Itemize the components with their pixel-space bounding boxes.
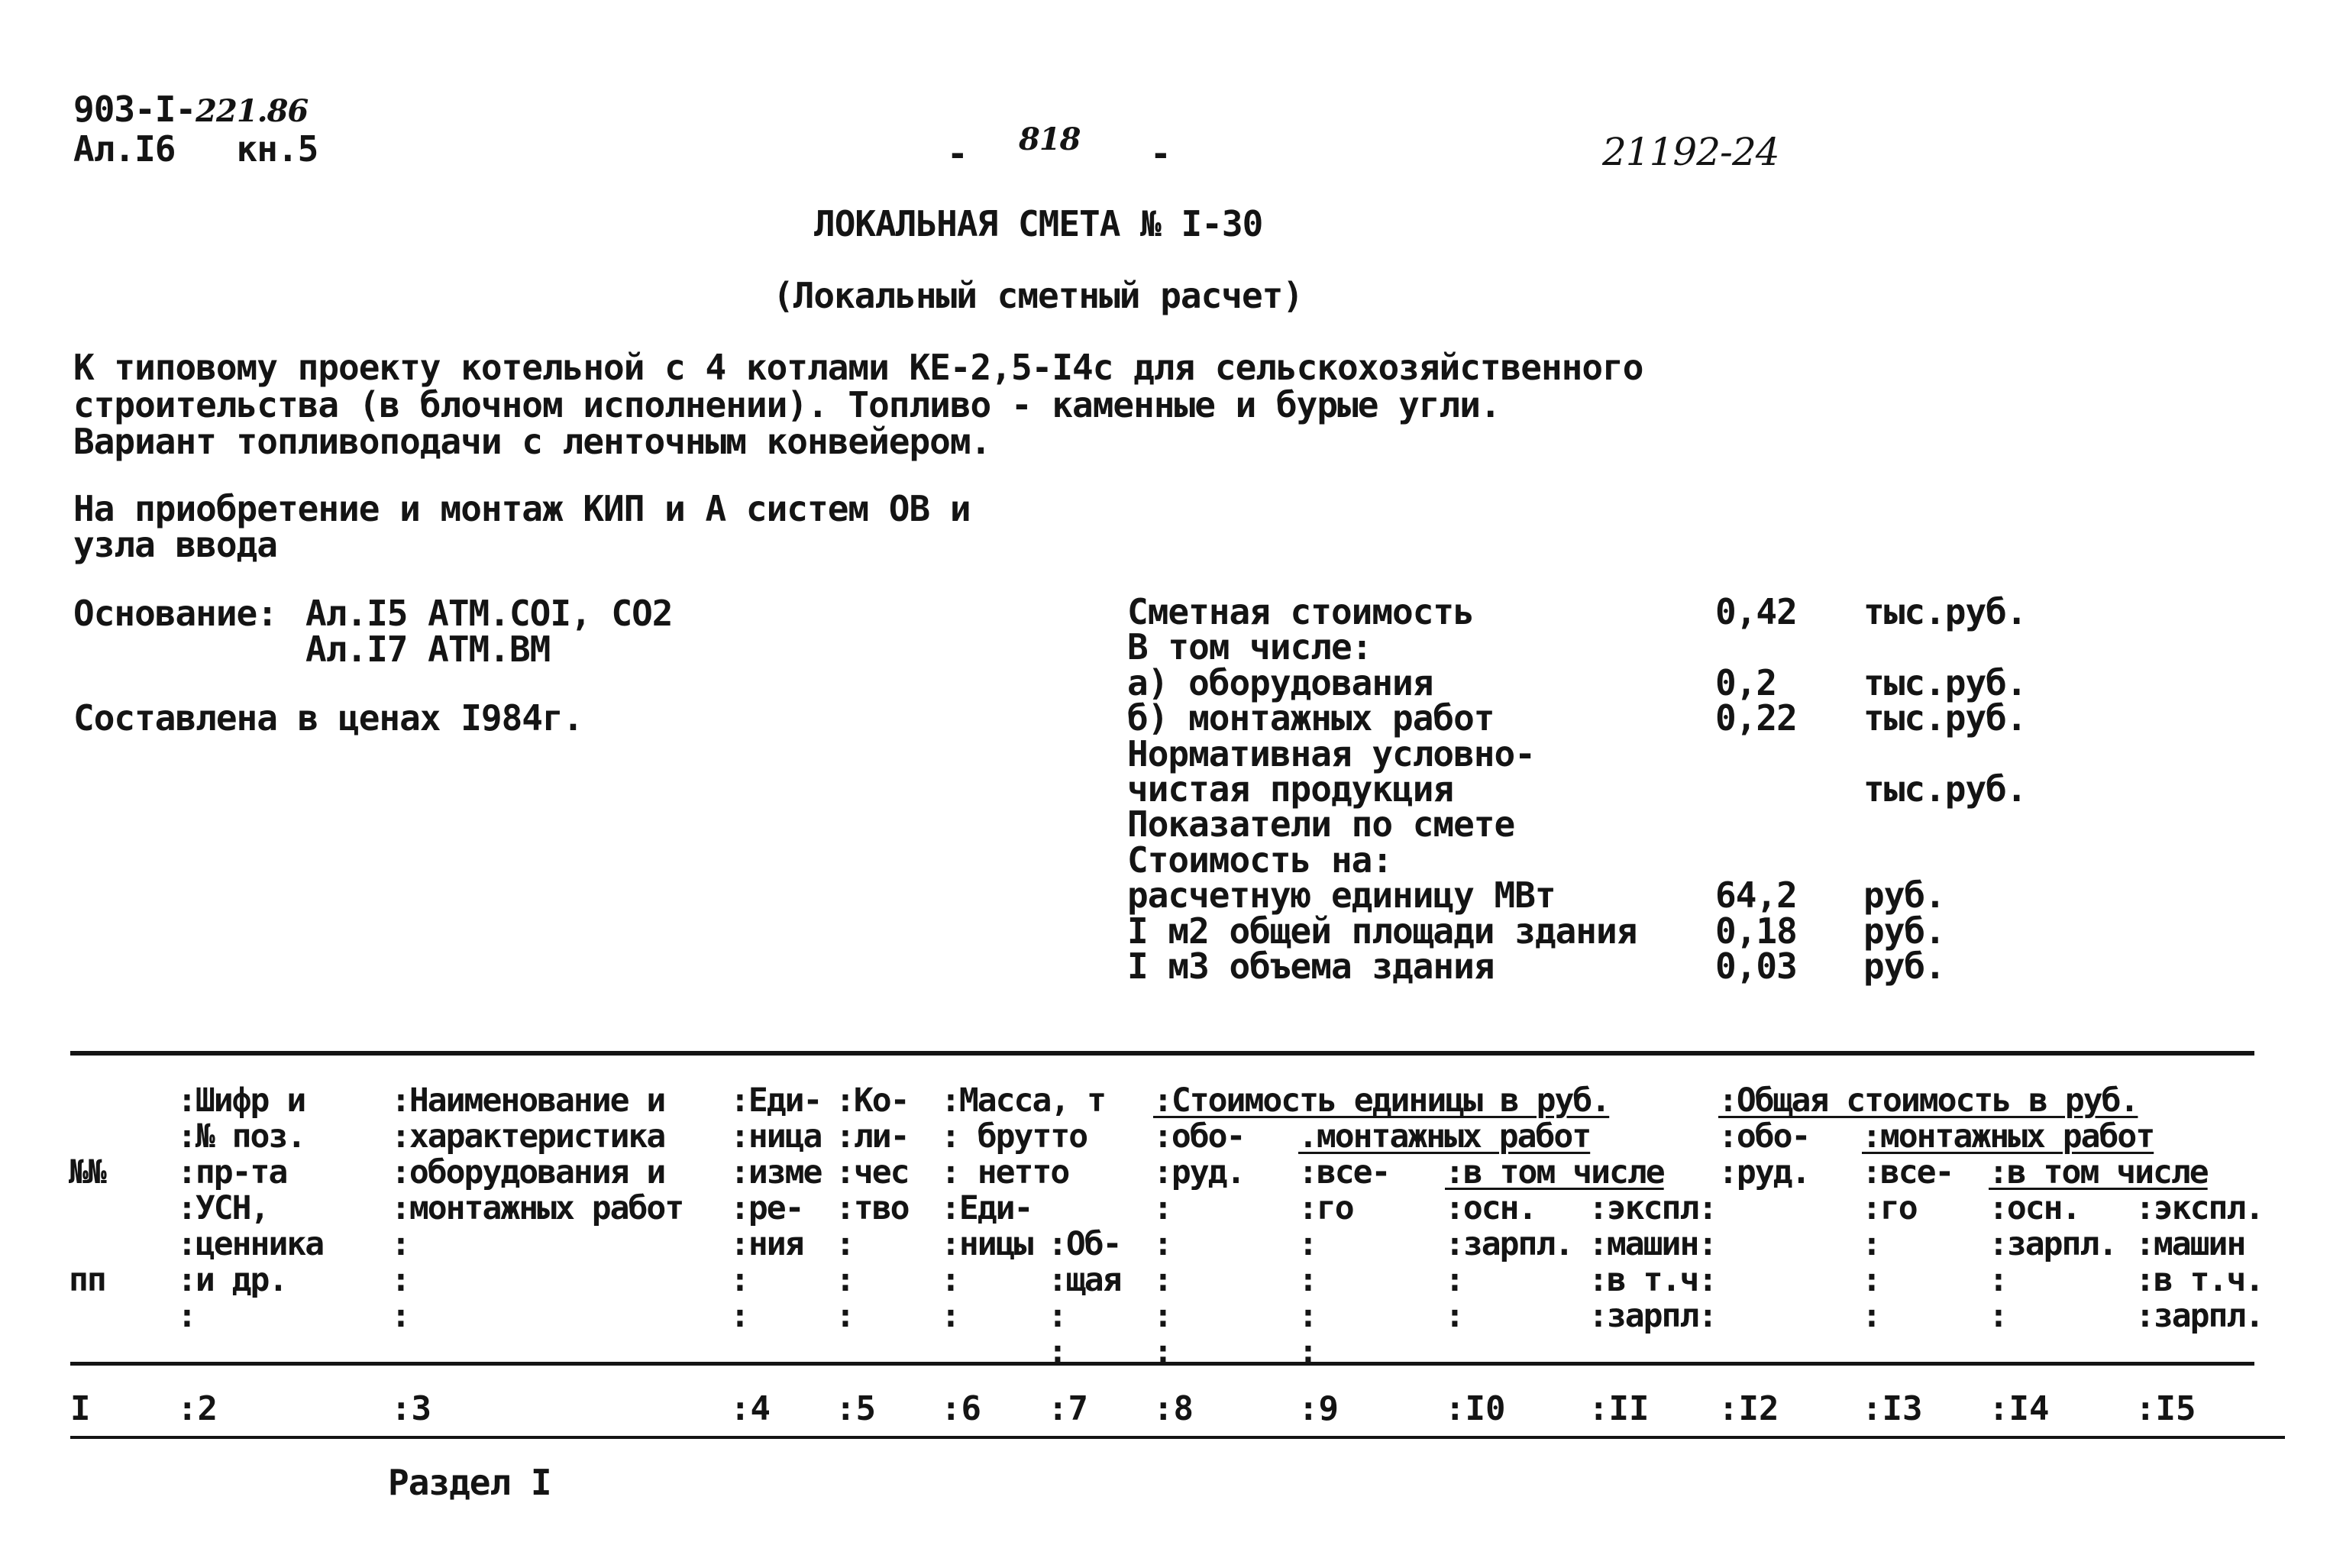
summary-unit: тыс.руб.	[1863, 697, 2027, 739]
basis-line-1: Ал.I5 АТМ.СОI, СО2	[305, 593, 673, 634]
summary-value: 64,2	[1715, 875, 1797, 916]
column-number: :9	[1298, 1389, 1339, 1428]
page-dash-right: -	[1150, 133, 1171, 174]
total-total-header	[1862, 1155, 1953, 1334]
col-unit-line: :	[730, 1261, 748, 1299]
col-mass-total-line: :	[1048, 1333, 1066, 1371]
total-total-line: :	[1862, 1225, 1880, 1263]
total-total-line: :	[1862, 1261, 1880, 1299]
total-equipment-header	[1718, 1119, 1809, 1191]
col-number-header	[69, 1083, 105, 1334]
total-wage-line: :	[1989, 1297, 2007, 1335]
col-code-line: :и др.	[177, 1261, 287, 1299]
unit-total-header	[1298, 1155, 1389, 1370]
total-total-line: :го	[1862, 1189, 1917, 1227]
col-code-line: :УСН,	[177, 1189, 269, 1227]
summary-label: I м3 объема здания	[1127, 946, 1495, 987]
column-number: I	[70, 1389, 91, 1428]
doc-code-prefix: 903-I-	[73, 89, 196, 130]
col-mass-total-line: :щая	[1048, 1261, 1121, 1299]
unit-total-line: :	[1298, 1297, 1317, 1335]
col-quantity-line: :ли-	[835, 1117, 909, 1156]
col-quantity-line: :	[835, 1261, 854, 1299]
unit-equipment-line: :	[1153, 1333, 1171, 1371]
col-quantity-header	[835, 1083, 909, 1334]
unit-wage-line: :зарпл.	[1445, 1225, 1573, 1263]
total-machine-line: :экспл.	[2135, 1189, 2264, 1227]
unit-wage-header	[1445, 1191, 1572, 1334]
unit-wage-line: :осн.	[1445, 1189, 1537, 1227]
album-line: Ал.I6 кн.5	[73, 128, 318, 170]
purpose-line-1: На приобретение и монтаж КИП и А систем ОВ и	[73, 488, 971, 529]
summary-unit: тыс.руб.	[1863, 768, 2027, 810]
summary-label: б) монтажных работ	[1127, 697, 1495, 739]
col-name-line: :	[391, 1297, 409, 1335]
col-name-line: :монтажных работ	[391, 1189, 683, 1227]
column-number: :I2	[1718, 1389, 1779, 1428]
col-code-line: :ценника	[177, 1225, 324, 1263]
column-number: :4	[730, 1389, 771, 1428]
summary-unit: тыс.руб.	[1863, 662, 2027, 703]
column-number: :I0	[1445, 1389, 1506, 1428]
summary-label: I м2 общей площади здания	[1127, 910, 1637, 952]
col-code-line: :пр-та	[177, 1153, 287, 1191]
summary-value: 0,03	[1715, 946, 1797, 987]
col-unit-line: :ница	[730, 1117, 822, 1156]
total-mounting-title: :монтажных работ	[1862, 1117, 2154, 1156]
summary-label: Показатели по смете	[1127, 803, 1515, 845]
column-number: :I3	[1862, 1389, 1923, 1428]
unit-wage-line: :	[1445, 1297, 1463, 1335]
col-unit-header	[730, 1083, 821, 1334]
summary-unit: руб.	[1863, 910, 1945, 952]
unit-total-line: :все-	[1298, 1153, 1390, 1191]
total-machine-line: :в т.ч.	[2135, 1261, 2264, 1299]
total-incl-title: :в том числе	[1989, 1153, 2208, 1191]
column-number: :I4	[1989, 1389, 2050, 1428]
unit-equipment-line: :	[1153, 1189, 1171, 1227]
total-wage-line: :	[1989, 1261, 2007, 1299]
total-machine-header	[2135, 1191, 2263, 1334]
summary-value: 0,42	[1715, 591, 1797, 632]
unit-equipment-line: :руд.	[1153, 1153, 1245, 1191]
total-machine-line: :машин	[2135, 1225, 2245, 1263]
summary-label: В том числе:	[1127, 626, 1372, 668]
page-subtitle: (Локальный сметный расчет)	[773, 275, 1304, 316]
basis-line-2: Ал.I7 АТМ.ВМ	[305, 629, 551, 670]
col-name-header	[391, 1083, 683, 1334]
col-quantity-line: :чес	[835, 1153, 909, 1191]
page-title: ЛОКАЛЬНАЯ СМЕТА № I-30	[814, 203, 1263, 244]
total-equipment-line: :руд.	[1718, 1153, 1810, 1191]
col-quantity-line: :Ко-	[835, 1081, 909, 1120]
summary-value: 0,18	[1715, 910, 1797, 952]
col-unit-line: :	[730, 1297, 748, 1335]
doc-code	[73, 89, 309, 130]
col-unit-line: :Еди-	[730, 1081, 822, 1120]
page-number: 818	[1019, 121, 1081, 157]
unit-machine-header	[1588, 1191, 1716, 1334]
col-code-header	[177, 1083, 323, 1334]
col-mass-total-line: :Об-	[1048, 1225, 1121, 1263]
col-name-line: :характеристика	[391, 1117, 665, 1156]
col-code-line: :№ поз.	[177, 1117, 305, 1156]
total-wage-header	[1989, 1191, 2116, 1334]
summary-unit: руб.	[1863, 875, 1945, 916]
total-equipment-line: :обо-	[1718, 1117, 1810, 1156]
column-number: :8	[1153, 1389, 1194, 1428]
col-mass-line: :	[941, 1297, 959, 1335]
unit-machine-line: :зарпл:	[1588, 1297, 1717, 1335]
col-name-line: :оборудования и	[391, 1153, 665, 1191]
unit-equipment-header	[1153, 1119, 1244, 1370]
col-number-label-1: №№	[69, 1153, 105, 1191]
purpose-line-2: узла ввода	[73, 524, 277, 565]
column-number: :2	[177, 1389, 218, 1428]
unit-total-line: :	[1298, 1225, 1317, 1263]
col-mass-total-line: :	[1048, 1297, 1066, 1335]
column-number: :II	[1588, 1389, 1650, 1428]
column-number: :I5	[2135, 1389, 2196, 1428]
col-mass-line: : нетто	[941, 1153, 1069, 1191]
summary-label: Нормативная условно-	[1127, 733, 1535, 774]
unit-machine-line: :в т.ч:	[1588, 1261, 1717, 1299]
col-mass-line: :Масса, т	[941, 1081, 1105, 1120]
summary-label: расчетную единицу МВт	[1127, 875, 1556, 916]
total-machine-line: :зарпл.	[2135, 1297, 2264, 1335]
description-line-3: Вариант топливоподачи с ленточным конвейером.	[73, 421, 991, 462]
col-mass-line: :	[941, 1261, 959, 1299]
unit-equipment-line: :	[1153, 1225, 1171, 1263]
summary-value: 0,2	[1715, 662, 1777, 703]
prices-note: Составлена в ценах I984г.	[73, 697, 583, 739]
unit-total-line: :	[1298, 1261, 1317, 1299]
unit-total-line: :го	[1298, 1189, 1353, 1227]
summary-label: а) оборудования	[1127, 662, 1433, 703]
unit-incl-title: :в том числе	[1445, 1153, 1664, 1191]
doc-code-handwritten: 221.86	[196, 93, 309, 129]
column-number: :3	[391, 1389, 431, 1428]
total-total-line: :	[1862, 1297, 1880, 1335]
col-unit-line: :изме	[730, 1153, 822, 1191]
col-code-line: :	[177, 1297, 196, 1335]
unit-machine-line: :машин:	[1588, 1225, 1717, 1263]
col-mass-line: : брутто	[941, 1117, 1087, 1156]
summary-label: чистая продукция	[1127, 768, 1454, 810]
col-mass-line: :Еди-	[941, 1189, 1033, 1227]
unit-equipment-line: :	[1153, 1297, 1171, 1335]
col-number-label-2: пп	[69, 1261, 105, 1299]
description-line-2: строительства (в блочном исполнении). Топливо - каменные и бурые угли.	[73, 384, 1501, 425]
total-cost-title: :Общая стоимость в руб.	[1718, 1081, 2138, 1120]
basis-label: Основание:	[73, 593, 277, 634]
col-code-line: :Шифр и	[177, 1081, 305, 1120]
summary-label: Стоимость на:	[1127, 839, 1393, 881]
unit-equipment-line: :	[1153, 1261, 1171, 1299]
col-mass-total-header	[1048, 1227, 1121, 1370]
table-top-rule	[70, 1051, 2254, 1056]
unit-total-line: :	[1298, 1333, 1317, 1371]
col-name-line: :Наименование и	[391, 1081, 665, 1120]
unit-mounting-title: .монтажных работ	[1298, 1117, 1591, 1156]
summary-label: Сметная стоимость	[1127, 591, 1474, 632]
total-wage-line: :зарпл.	[1989, 1225, 2117, 1263]
col-name-line: :	[391, 1225, 409, 1263]
summary-value: 0,22	[1715, 697, 1797, 739]
col-quantity-line: :тво	[835, 1189, 909, 1227]
unit-machine-line: :экспл:	[1588, 1189, 1717, 1227]
summary-unit: руб.	[1863, 946, 1945, 987]
total-total-line: :все-	[1862, 1153, 1954, 1191]
unit-cost-title: :Стоимость единицы в руб.	[1153, 1081, 1610, 1120]
col-unit-line: :ре-	[730, 1189, 803, 1227]
page-dash-left: -	[947, 133, 968, 174]
column-number: :5	[835, 1389, 876, 1428]
total-wage-line: :осн.	[1989, 1189, 2080, 1227]
col-quantity-line: :	[835, 1297, 854, 1335]
column-number: :6	[941, 1389, 981, 1428]
doc-number: 21192-24	[1602, 130, 1779, 174]
summary-unit: тыс.руб.	[1863, 591, 2027, 632]
col-quantity-line: :	[835, 1225, 854, 1263]
unit-wage-line: :	[1445, 1261, 1463, 1299]
section-label: Раздел I	[388, 1462, 551, 1503]
unit-equipment-line: :обо-	[1153, 1117, 1245, 1156]
col-name-line: :	[391, 1261, 409, 1299]
col-unit-line: :ния	[730, 1225, 803, 1263]
column-number-rule	[70, 1436, 2285, 1439]
description-line-1: К типовому проекту котельной с 4 котлами КЕ-2,5-I4с для сельскохозяйственного	[73, 347, 1643, 388]
column-number: :7	[1048, 1389, 1088, 1428]
col-mass-line: :ницы	[941, 1225, 1033, 1263]
